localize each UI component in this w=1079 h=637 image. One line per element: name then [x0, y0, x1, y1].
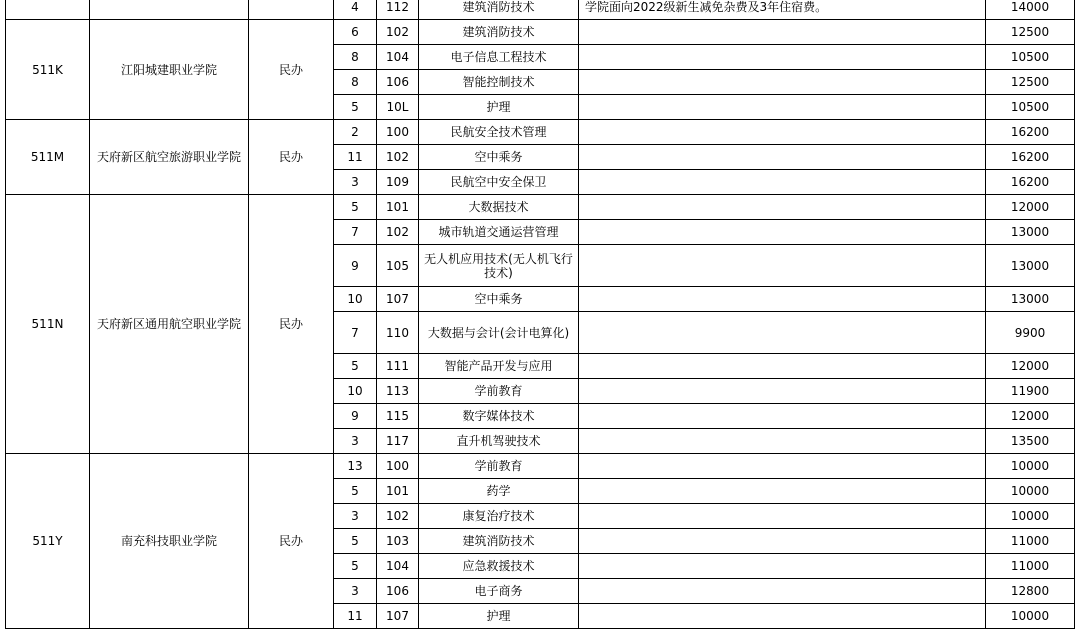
note-cell	[579, 504, 986, 529]
fee-cell: 13000	[986, 287, 1075, 312]
plan-count-cell: 7	[334, 312, 377, 354]
major-name-cell: 康复治疗技术	[419, 504, 579, 529]
fee-cell: 14000	[986, 0, 1075, 20]
major-name-cell: 智能产品开发与应用	[419, 354, 579, 379]
fee-cell: 13000	[986, 220, 1075, 245]
major-code-cell: 104	[377, 554, 419, 579]
fee-cell: 10500	[986, 45, 1075, 70]
major-code-cell: 102	[377, 20, 419, 45]
major-name-cell: 民航安全技术管理	[419, 120, 579, 145]
major-code-cell: 100	[377, 120, 419, 145]
major-name-cell: 智能控制技术	[419, 70, 579, 95]
note-cell	[579, 95, 986, 120]
school-name-cell: 天府新区航空旅游职业学院	[90, 120, 249, 195]
fee-cell: 13500	[986, 429, 1075, 454]
major-code-cell: 106	[377, 70, 419, 95]
major-code-cell: 107	[377, 287, 419, 312]
plan-count-cell: 8	[334, 45, 377, 70]
school-type-cell: 民办	[249, 20, 334, 120]
table-row	[6, 120, 1075, 145]
major-code-cell: 102	[377, 145, 419, 170]
note-cell	[579, 287, 986, 312]
major-code-cell: 117	[377, 429, 419, 454]
enrollment-table	[5, 0, 1075, 629]
major-code-cell: 110	[377, 312, 419, 354]
major-name-cell: 直升机驾驶技术	[419, 429, 579, 454]
major-code-cell: 101	[377, 195, 419, 220]
school-id-cell: 511Y	[6, 454, 90, 629]
major-name-cell: 建筑消防技术	[419, 0, 579, 20]
table-row	[6, 454, 1075, 479]
plan-count-cell: 8	[334, 70, 377, 95]
major-code-cell: 107	[377, 604, 419, 629]
plan-count-cell: 5	[334, 95, 377, 120]
school-name-cell: 江阳城建职业学院	[90, 20, 249, 120]
major-name-cell: 民航空中安全保卫	[419, 170, 579, 195]
plan-count-cell: 4	[334, 0, 377, 20]
plan-count-cell: 6	[334, 20, 377, 45]
major-name-cell: 大数据与会计(会计电算化)	[419, 312, 579, 354]
fee-cell: 16200	[986, 170, 1075, 195]
major-code-cell: 101	[377, 479, 419, 504]
major-name-cell: 电子信息工程技术	[419, 45, 579, 70]
plan-count-cell: 13	[334, 454, 377, 479]
school-id-cell: 511K	[6, 20, 90, 120]
note-cell	[579, 579, 986, 604]
plan-count-cell: 5	[334, 529, 377, 554]
major-code-cell: 100	[377, 454, 419, 479]
fee-cell: 12000	[986, 404, 1075, 429]
major-name-cell: 大数据技术	[419, 195, 579, 220]
fee-cell: 12500	[986, 20, 1075, 45]
fee-cell: 16200	[986, 120, 1075, 145]
school-id-cell: 511N	[6, 195, 90, 454]
plan-count-cell: 5	[334, 195, 377, 220]
note-cell	[579, 45, 986, 70]
fee-cell: 10000	[986, 479, 1075, 504]
plan-count-cell: 5	[334, 354, 377, 379]
major-code-cell: 109	[377, 170, 419, 195]
school-type-cell: 民办	[249, 195, 334, 454]
major-name-cell: 空中乘务	[419, 287, 579, 312]
major-name-cell: 无人机应用技术(无人机飞行技术)	[419, 245, 579, 287]
major-code-cell: 105	[377, 245, 419, 287]
school-type-cell: 民办	[249, 454, 334, 629]
note-cell	[579, 379, 986, 404]
table-body	[6, 0, 1075, 629]
major-code-cell: 102	[377, 504, 419, 529]
plan-count-cell: 2	[334, 120, 377, 145]
plan-count-cell: 5	[334, 554, 377, 579]
note-cell	[579, 404, 986, 429]
major-name-cell: 建筑消防技术	[419, 529, 579, 554]
major-name-cell: 建筑消防技术	[419, 20, 579, 45]
major-name-cell: 城市轨道交通运营管理	[419, 220, 579, 245]
note-cell	[579, 604, 986, 629]
note-cell	[579, 354, 986, 379]
note-cell	[579, 454, 986, 479]
plan-count-cell: 9	[334, 245, 377, 287]
major-code-cell: 106	[377, 579, 419, 604]
note-cell: 学院面向2022级新生减免杂费及3年住宿费。	[579, 0, 986, 20]
note-cell	[579, 145, 986, 170]
fee-cell: 11900	[986, 379, 1075, 404]
major-name-cell: 应急救援技术	[419, 554, 579, 579]
major-code-cell: 113	[377, 379, 419, 404]
major-code-cell: 10L	[377, 95, 419, 120]
plan-count-cell: 3	[334, 504, 377, 529]
major-name-cell: 护理	[419, 604, 579, 629]
major-name-cell: 学前教育	[419, 454, 579, 479]
plan-count-cell: 3	[334, 170, 377, 195]
plan-count-cell: 5	[334, 479, 377, 504]
note-cell	[579, 70, 986, 95]
fee-cell: 16200	[986, 145, 1075, 170]
major-name-cell: 护理	[419, 95, 579, 120]
major-code-cell: 102	[377, 220, 419, 245]
fee-cell: 11000	[986, 529, 1075, 554]
school-name-cell: 天府新区通用航空职业学院	[90, 195, 249, 454]
note-cell	[579, 554, 986, 579]
fee-cell: 10000	[986, 504, 1075, 529]
note-cell	[579, 220, 986, 245]
table-row	[6, 0, 1075, 20]
plan-count-cell: 7	[334, 220, 377, 245]
note-cell	[579, 529, 986, 554]
plan-count-cell: 10	[334, 379, 377, 404]
fee-cell: 12500	[986, 70, 1075, 95]
table-row	[6, 195, 1075, 220]
major-code-cell: 104	[377, 45, 419, 70]
school-type-cell	[249, 0, 334, 20]
school-type-cell: 民办	[249, 120, 334, 195]
note-cell	[579, 20, 986, 45]
major-code-cell: 112	[377, 0, 419, 20]
school-id-cell	[6, 0, 90, 20]
note-cell	[579, 312, 986, 354]
major-code-cell: 103	[377, 529, 419, 554]
fee-cell: 10000	[986, 454, 1075, 479]
note-cell	[579, 479, 986, 504]
plan-count-cell: 3	[334, 579, 377, 604]
table-row	[6, 20, 1075, 45]
fee-cell: 12800	[986, 579, 1075, 604]
major-name-cell: 药学	[419, 479, 579, 504]
plan-count-cell: 11	[334, 604, 377, 629]
fee-cell: 13000	[986, 245, 1075, 287]
fee-cell: 11000	[986, 554, 1075, 579]
major-name-cell: 电子商务	[419, 579, 579, 604]
fee-cell: 10000	[986, 604, 1075, 629]
major-name-cell: 学前教育	[419, 379, 579, 404]
fee-cell: 12000	[986, 195, 1075, 220]
plan-count-cell: 9	[334, 404, 377, 429]
note-cell	[579, 120, 986, 145]
note-cell	[579, 245, 986, 287]
major-code-cell: 111	[377, 354, 419, 379]
fee-cell: 10500	[986, 95, 1075, 120]
plan-count-cell: 11	[334, 145, 377, 170]
school-name-cell: 南充科技职业学院	[90, 454, 249, 629]
major-name-cell: 数字媒体技术	[419, 404, 579, 429]
note-cell	[579, 429, 986, 454]
fee-cell: 9900	[986, 312, 1075, 354]
major-name-cell: 空中乘务	[419, 145, 579, 170]
plan-count-cell: 3	[334, 429, 377, 454]
fee-cell: 12000	[986, 354, 1075, 379]
plan-count-cell: 10	[334, 287, 377, 312]
major-code-cell: 115	[377, 404, 419, 429]
school-id-cell: 511M	[6, 120, 90, 195]
note-cell	[579, 195, 986, 220]
school-name-cell	[90, 0, 249, 20]
note-cell	[579, 170, 986, 195]
